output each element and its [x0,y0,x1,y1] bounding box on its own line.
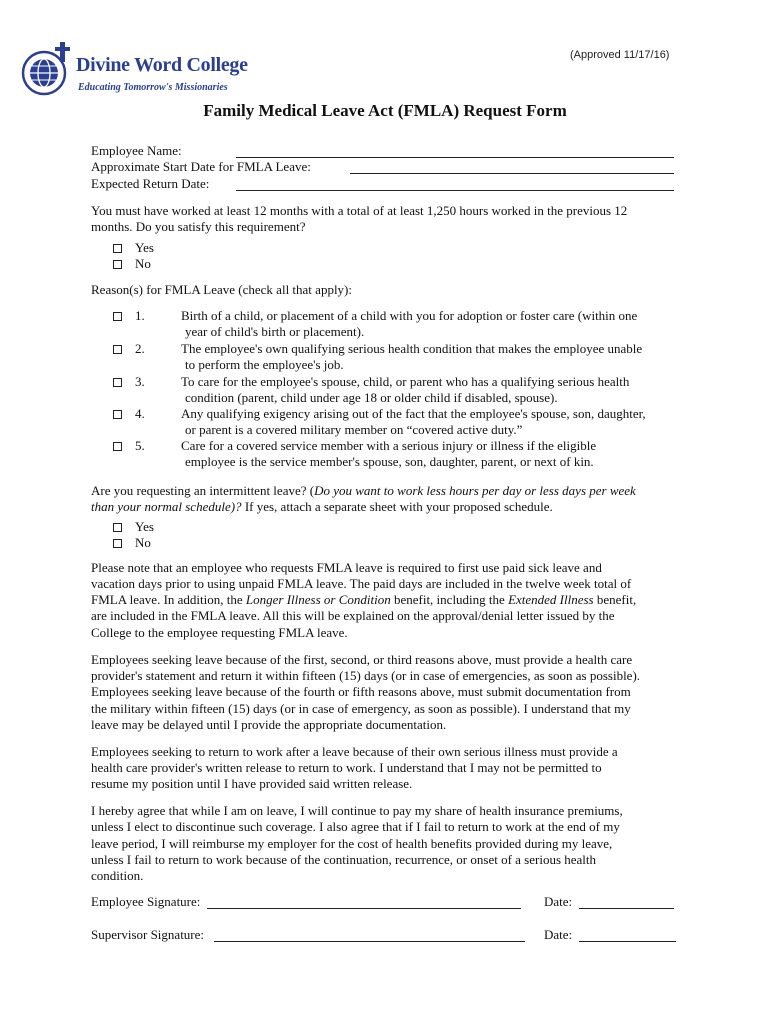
start-date-label: Approximate Start Date for FMLA Leave: [91,159,311,174]
reason-2-number: 2. [135,341,145,356]
documentation-line-5: leave may be delayed until I provide the appropriate documentation. [91,717,447,732]
reason-2-text-cont: to perform the employee's job. [185,357,344,372]
documentation-line-4: the military within fifteen (15) days (or in case of emergency, as soon as possible). I understand that my [91,701,631,716]
intermittent-yes-checkbox[interactable] [113,523,122,532]
reason-5-checkbox[interactable] [113,442,122,451]
reason-2-text: The employee's own qualifying serious health condition that makes the employee unable [181,341,643,356]
return-work-line-1: Employees seeking to return to work after a leave because of their own serious illness must provide a [91,744,618,759]
intermittent-question-2: than your normal schedule)? If yes, attach a separate sheet with your proposed schedule. [91,499,553,514]
agreement-line-3: leave period, I will reimburse my employer for the cost of health benefits provided during my leave, [91,836,613,851]
requirement-yes-label: Yes [135,240,154,255]
reason-5-text: Care for a covered service member with a serious injury or illness if the eligible [181,438,597,453]
notice-line-2: vacation days prior to using unpaid FMLA leave. The paid days are included in the twelve week total of [91,576,632,591]
agreement-line-5: condition. [91,868,144,883]
reason-2-checkbox[interactable] [113,345,122,354]
requirement-text-2: months. Do you satisfy this requirement? [91,219,306,234]
supervisor-date-field[interactable] [579,941,676,942]
reason-5-number: 5. [135,438,145,453]
reason-3-text: To care for the employee's spouse, child, or parent who has a qualifying serious health [181,374,630,389]
employee-name-field[interactable] [236,157,674,158]
return-work-line-3: resume my position until I have provided said written release. [91,776,413,791]
agreement-line-4: unless I fail to return to work because of the continuation, recurrence, or onset of a serious health [91,852,597,867]
intermittent-question-1: Are you requesting an intermittent leave? (Do you want to work less hours per day or less days per week [91,483,636,498]
reason-1-text: Birth of a child, or placement of a child with you for adoption or foster care (within one [181,308,638,323]
return-date-field[interactable] [236,190,674,191]
reason-4-text: Any qualifying exigency arising out of the fact that the employee's spouse, son, daughter, [181,406,646,421]
intermittent-no-label: No [135,535,151,550]
requirement-no-label: No [135,256,151,271]
documentation-line-3: Employees seeking leave because of the fourth or fifth reasons above, must submit documentation from [91,684,631,699]
approval-date: (Approved 11/17/16) [570,49,670,61]
notice-line-1: Please note that an employee who requests FMLA leave is required to first use paid sick leave and [91,560,602,575]
reason-5-text-cont: employee is the service member's spouse, son, daughter, parent, or next of kin. [185,454,594,469]
start-date-field[interactable] [350,173,674,174]
college-logo [20,42,250,98]
agreement-line-2: unless I elect to discontinue such coverage. I also agree that if I fail to return to work at the end of my [91,819,620,834]
documentation-line-2: provider's statement and return it within fifteen (15) days (or in case of emergencies, as soon as possible). [91,668,641,683]
documentation-line-1: Employees seeking leave because of the first, second, or third reasons above, must provide a health care [91,652,633,667]
reason-4-number: 4. [135,406,145,421]
return-work-line-2: health care provider's written release to return to work. I understand that I may not be permitted to [91,760,602,775]
return-date-label: Expected Return Date: [91,176,210,191]
reason-1-text-cont: year of child's birth or placement). [185,324,365,339]
requirement-yes-checkbox[interactable] [113,244,122,253]
employee-date-field[interactable] [579,908,674,909]
employee-signature-label: Employee Signature: [91,894,201,909]
reason-3-number: 3. [135,374,145,389]
intermittent-yes-label: Yes [135,519,154,534]
logo-tagline: Educating Tomorrow's Missionaries [78,82,228,93]
supervisor-date-label: Date: [544,927,573,942]
reason-1-number: 1. [135,308,145,323]
reasons-heading: Reason(s) for FMLA Leave (check all that apply): [91,282,352,297]
reason-3-text-cont: condition (parent, child under age 18 or older child if disabled, spouse). [185,390,558,405]
supervisor-signature-field[interactable] [214,941,525,942]
employee-date-label: Date: [544,894,573,909]
globe-cross-icon [20,42,80,98]
reason-3-checkbox[interactable] [113,378,122,387]
notice-line-5: College to the employee requesting FMLA leave. [91,625,348,640]
employee-signature-field[interactable] [207,908,521,909]
supervisor-signature-label: Supervisor Signature: [91,927,205,942]
reason-4-checkbox[interactable] [113,410,122,419]
requirement-text-1: You must have worked at least 12 months with a total of at least 1,250 hours worked in the previous 12 [91,203,628,218]
reason-1-checkbox[interactable] [113,312,122,321]
requirement-no-checkbox[interactable] [113,260,122,269]
notice-line-4: are included in the FMLA leave. All this will be explained on the approval/denial letter issued by the [91,608,615,623]
notice-line-3: FMLA leave. In addition, the Longer Illness or Condition benefit, including the Extended Illness benefit, [91,592,637,607]
reason-4-text-cont: or parent is a covered military member on “covered active duty.” [185,422,523,437]
logo-college-name: Divine Word College [76,54,248,76]
form-title: Family Medical Leave Act (FMLA) Request Form [203,101,567,120]
employee-name-label: Employee Name: [91,143,182,158]
intermittent-no-checkbox[interactable] [113,539,122,548]
agreement-line-1: I hereby agree that while I am on leave, I will continue to pay my share of health insurance premiums, [91,803,623,818]
